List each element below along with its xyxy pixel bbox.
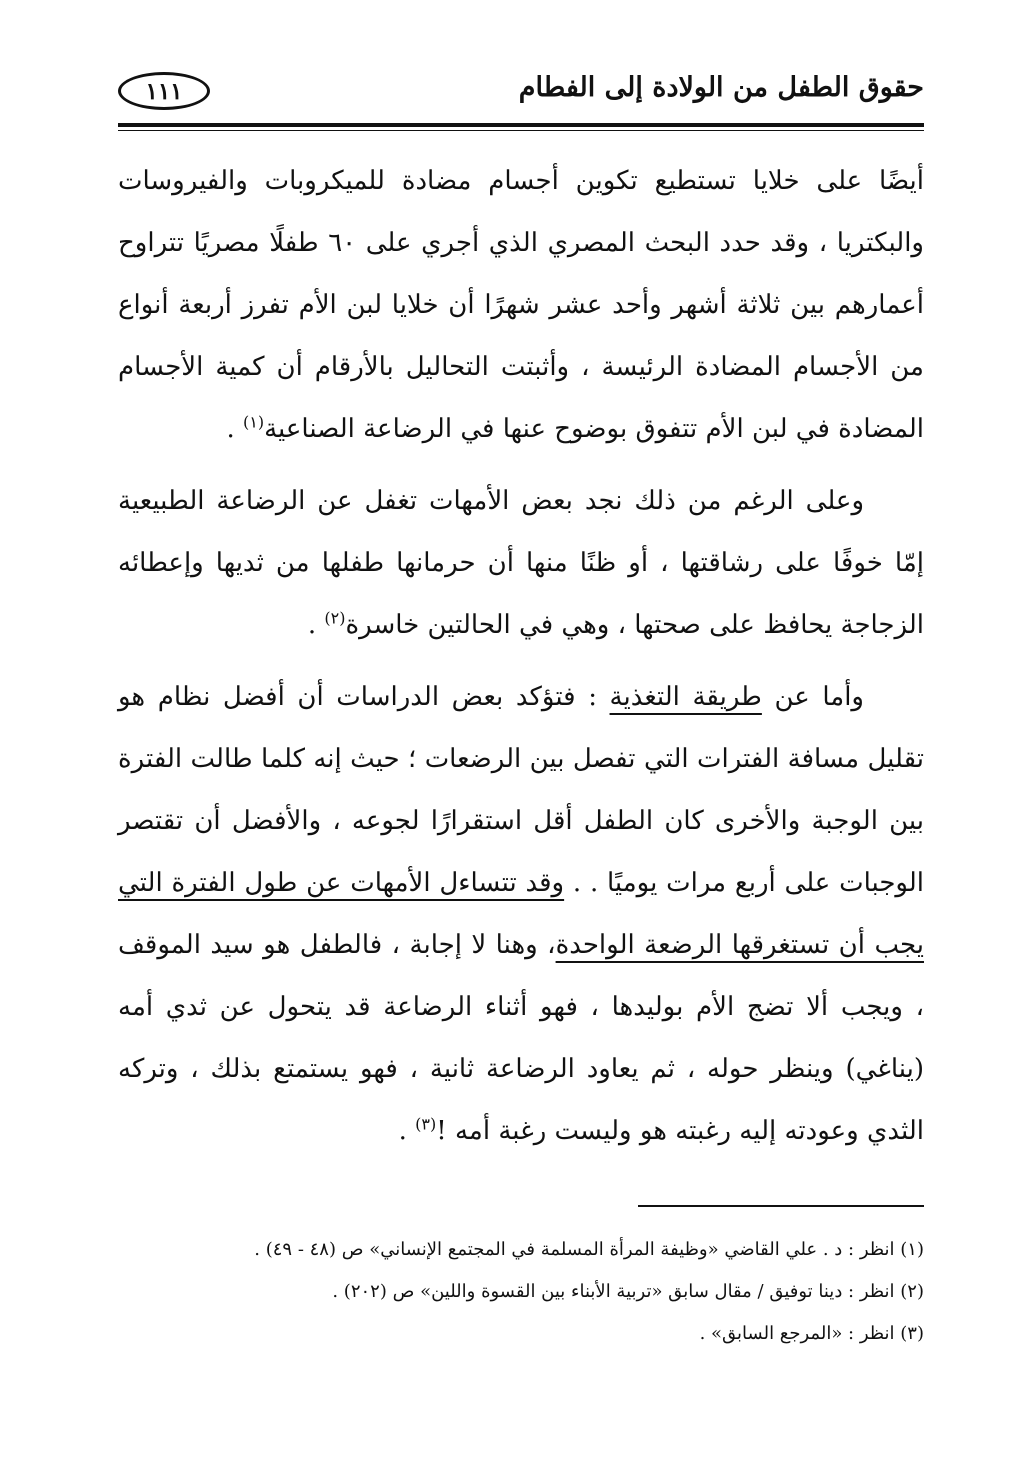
header-thin-rule bbox=[118, 130, 924, 131]
paragraph-1-end: . bbox=[226, 414, 243, 444]
header-thick-rule bbox=[118, 123, 924, 127]
footnote-3: (٣) انظر : «المرجع السابق» . bbox=[699, 1323, 924, 1344]
footnote-marker-2: (٢) bbox=[324, 608, 346, 628]
paragraph-3-lead: وأما عن bbox=[761, 682, 864, 712]
paragraph-1-text: أيضًا على خلايا تستطيع تكوين أجسام مضادة للميكروبات والفيروسات والبكتريا ، وقد حدد البحث المصري الذي أجري على ٦٠ طفلًا مصريًا تتراوح أعمارهم بين ثلاثة أشهر وأحد عشر شهرًا أن خلايا لبن الأم تفرز أربعة أنواع من الأجسام المضادة الرئيسة ، وأثبتت التحاليل بالأرقام أن كمية الأجسام المضادة في لبن الأم تتفوق بوضوح عنها في الرضاعة الصناعية bbox=[118, 166, 924, 444]
paragraph-2-text: وعلى الرغم من ذلك نجد بعض الأمهات تغفل عن الرضاعة الطبيعية إمّا خوفًا على رشاقتها ، أو ظنًا منها أن حرمانها طفلها من ثديها وإعطائه الزجاجة يحافظ على صحتها ، وهي في الحالتين خاسرة bbox=[118, 486, 924, 640]
paragraph-3-part-2: ، وهنا لا إجابة ، فالطفل هو سيد الموقف ، ويجب ألا تضج الأم بوليدها ، فهو أثناء الرضاعة قد يتحول عن ثدي أمه (يناغي) وينظر حوله ، ثم يعاود الرضاعة ثانية ، فهو يستمتع بذلك ، وتركه الثدي وعودته إليه رغبته هو وليست رغبة أمه ! bbox=[118, 930, 924, 1146]
feeding-method-heading: طريقة التغذية bbox=[609, 682, 762, 712]
paragraph-2 bbox=[118, 470, 924, 656]
footnote-marker-3: (٣) bbox=[415, 1114, 437, 1134]
paragraph-3-end: . bbox=[398, 1116, 416, 1146]
footnote-marker-1: (١) bbox=[243, 412, 265, 432]
paragraph-3 bbox=[118, 666, 924, 1162]
paragraph-3-part-1: : فتؤكد بعض الدراسات أن أفضل نظام هو تقليل مسافة الفترات التي تفصل بين الرضعات ؛ حيث إنه كلما طالت الفترة بين الوجبة والأخرى كان الطفل أقل استقرارًا لجوعه ، والأفضل أن تقتصر الوجبات على أربع مرات يوميًا . . bbox=[118, 682, 924, 898]
paragraph-1 bbox=[118, 150, 924, 460]
footnote-divider bbox=[638, 1205, 924, 1207]
paragraph-2-end: . bbox=[307, 610, 325, 640]
running-title: حقوق الطفل من الولادة إلى الفطام bbox=[518, 72, 924, 103]
page-number-badge: ١١١ bbox=[118, 72, 210, 110]
page-header bbox=[118, 68, 924, 130]
feeding-duration-question: وقد تتساءل الأمهات عن طول الفترة التي يجب أن تستغرقها الرضعة الواحدة bbox=[118, 868, 924, 960]
footnotes bbox=[118, 1229, 924, 1355]
footnote-2: (٢) انظر : دينا توفيق / مقال سابق «تربية الأبناء بين القسوة واللين» ص (٢٠٢) . bbox=[332, 1281, 924, 1302]
main-text bbox=[118, 150, 924, 1162]
footnote-1: (١) انظر : د . علي القاضي «وظيفة المرأة المسلمة في المجتمع الإنساني» ص (٤٨ - ٤٩) . bbox=[254, 1239, 924, 1260]
